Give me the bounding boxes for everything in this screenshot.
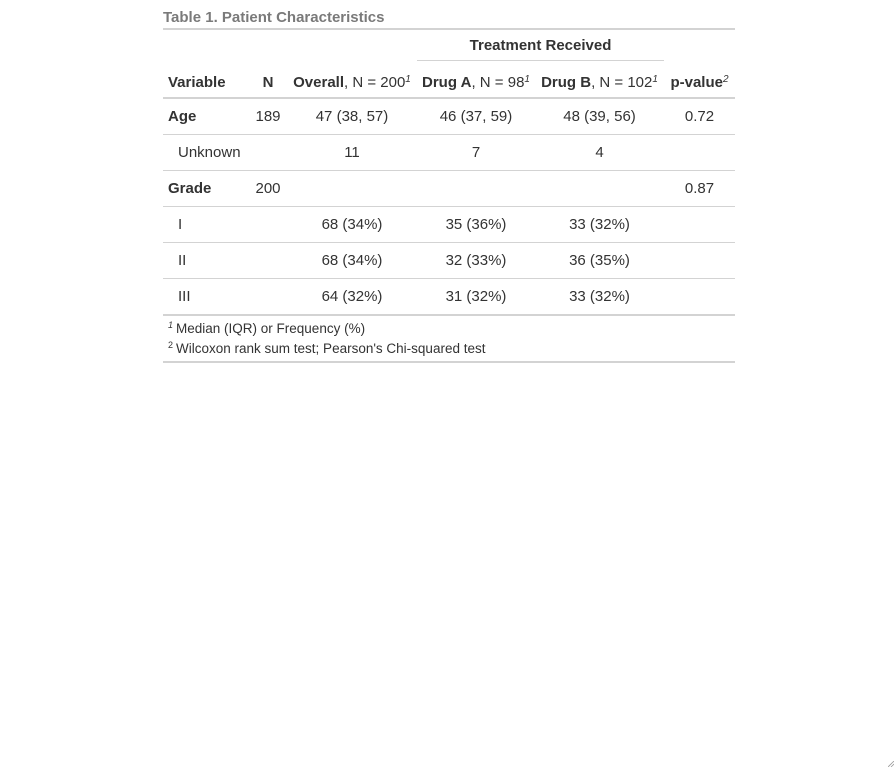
footnote-mark: 2 (722, 73, 729, 85)
row-label: Age (163, 98, 249, 135)
cell-overall: 68 (34%) (287, 243, 417, 279)
col-header-drug-b-n: , N = 102 (591, 73, 653, 91)
cell-drug-b: 48 (39, 56) (535, 98, 664, 135)
row-label: II (163, 243, 249, 279)
table-row-grade-iii (163, 279, 735, 315)
cell-overall: 68 (34%) (287, 207, 417, 243)
cell-drug-b: 4 (535, 135, 664, 171)
table-row-grade-ii (163, 243, 735, 279)
cell-overall: 64 (32%) (287, 279, 417, 315)
cell-pvalue (664, 279, 735, 315)
summary-table (163, 8, 735, 363)
cell-pvalue: 0.87 (664, 171, 735, 207)
col-header-pvalue (664, 67, 735, 98)
footnote-mark: 1 (405, 73, 411, 85)
col-header-drug-a-label: Drug A (422, 73, 472, 91)
col-header-n: N (249, 67, 287, 98)
cell-pvalue: 0.72 (664, 98, 735, 135)
spanner-treatment-received: Treatment Received (417, 37, 664, 61)
cell-overall: 47 (38, 57) (287, 98, 417, 135)
cell-drug-b: 33 (32%) (535, 207, 664, 243)
cell-pvalue (664, 135, 735, 171)
col-header-pvalue-label: p-value (670, 73, 723, 91)
table-row-age (163, 98, 735, 135)
col-header-overall-n: , N = 200 (344, 73, 406, 91)
cell-drug-a: 31 (32%) (417, 279, 535, 315)
cell-overall (287, 171, 417, 207)
cell-drug-b (535, 171, 664, 207)
table-row-unknown (163, 135, 735, 171)
cell-n (249, 207, 287, 243)
footnote-mark: 2 (168, 340, 174, 350)
row-label: I (163, 207, 249, 243)
footnote-2 (168, 339, 730, 359)
col-header-drug-a (417, 67, 535, 98)
footnote-text: Wilcoxon rank sum test; Pearson's Chi-squared test (176, 341, 486, 356)
footnote-mark: 1 (652, 73, 658, 85)
cell-drug-a: 35 (36%) (417, 207, 535, 243)
resize-grip-icon[interactable] (888, 761, 894, 767)
cell-n (249, 135, 287, 171)
col-header-overall-label: Overall (293, 73, 344, 91)
footnote-mark: 1 (168, 320, 174, 330)
cell-drug-b: 36 (35%) (535, 243, 664, 279)
cell-drug-a (417, 171, 535, 207)
cell-n: 189 (249, 98, 287, 135)
cell-pvalue (664, 207, 735, 243)
col-header-drug-b (535, 67, 664, 98)
table-row-grade-i (163, 207, 735, 243)
row-label: Grade (163, 171, 249, 207)
cell-n (249, 243, 287, 279)
col-header-drug-a-n: , N = 98 (471, 73, 525, 91)
cell-drug-a: 32 (33%) (417, 243, 535, 279)
spanner-header-row (163, 30, 735, 67)
cell-n: 200 (249, 171, 287, 207)
col-header-overall (287, 67, 417, 98)
cell-pvalue (664, 243, 735, 279)
table-caption: Table 1. Patient Characteristics (163, 8, 735, 30)
footnote-1 (168, 319, 730, 339)
cell-drug-b: 33 (32%) (535, 279, 664, 315)
col-header-variable: Variable (163, 67, 249, 98)
column-header-row (163, 67, 735, 98)
cell-drug-a: 7 (417, 135, 535, 171)
footnote-text: Median (IQR) or Frequency (%) (176, 321, 366, 336)
row-label: III (163, 279, 249, 315)
footnote-mark: 1 (524, 73, 530, 85)
cell-drug-a: 46 (37, 59) (417, 98, 535, 135)
table-row-grade (163, 171, 735, 207)
table-footnotes (163, 315, 735, 363)
characteristics-table (163, 30, 735, 315)
row-label: Unknown (163, 135, 249, 171)
col-header-drug-b-label: Drug B (541, 73, 592, 91)
cell-overall: 11 (287, 135, 417, 171)
cell-n (249, 279, 287, 315)
